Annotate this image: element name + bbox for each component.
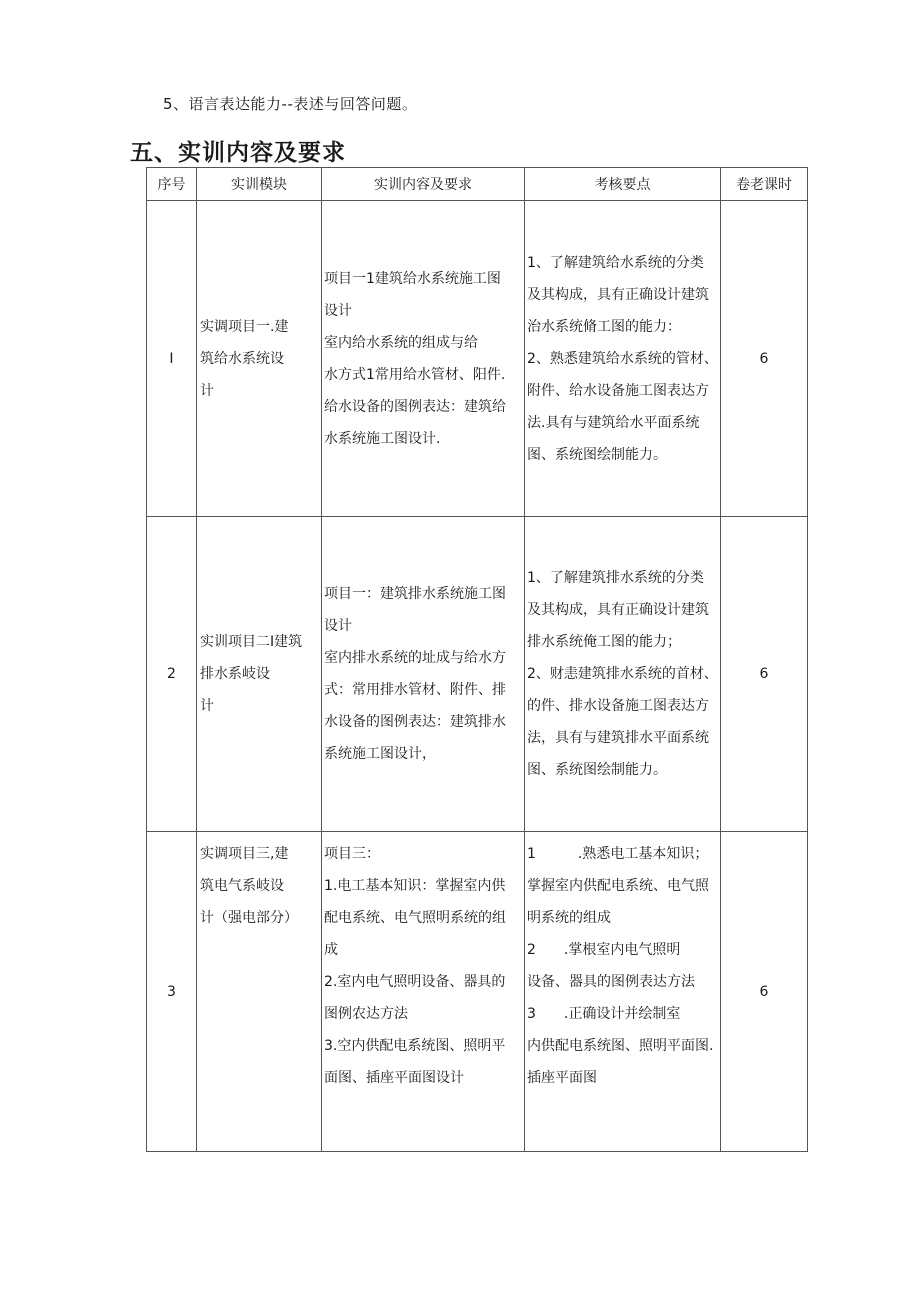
assessment-cell (525, 517, 721, 832)
assessment-line: 及其构成，具有正确设计建筑 (527, 286, 709, 303)
assessment-line: 2、财恚建筑排水系统的首材、 (527, 666, 718, 682)
table-row (147, 517, 808, 832)
header-assessment: 考核要点 (525, 168, 721, 201)
content-cell (322, 832, 525, 1152)
assessment-line: 法，具有与建筑排水平面系统 (527, 730, 709, 746)
content-line: 水系统施工图设计. (324, 430, 441, 447)
module-line: 筑电气系岐设 (200, 878, 284, 894)
assessment-cell (525, 201, 721, 517)
content-line: 设计 (324, 618, 352, 634)
row-number: I (147, 201, 197, 517)
module-line: 实调项目三,建 (200, 846, 289, 862)
module-line: 计 (200, 698, 214, 714)
table-header-row (147, 168, 808, 201)
table-row (147, 832, 808, 1152)
module-line: 计（强电部分） (200, 910, 298, 926)
hours-cell: 6 (721, 201, 808, 517)
module-line: 筑给水系统设 (200, 350, 284, 367)
content-line: 式：常用排水管材、附件、排 (324, 682, 506, 698)
header-hours: 卷老课时 (721, 168, 808, 201)
content-line: 面图、插座平面图设计 (324, 1070, 464, 1086)
content-line: 水设备的图例表达：建筑排水 (324, 714, 506, 730)
module-cell (197, 832, 322, 1152)
assessment-line: 2 .掌根室内电气照明 (527, 942, 681, 958)
assessment-cell (525, 832, 721, 1152)
content-line: 项目三： (324, 846, 380, 862)
content-line: 成 (324, 942, 338, 958)
content-cell (322, 201, 525, 517)
table-row (147, 201, 808, 517)
content-cell (322, 517, 525, 832)
hours-cell: 6 (721, 832, 808, 1152)
module-line: 计 (200, 382, 214, 399)
content-line: 室内排水系统的址成与给水方 (324, 650, 506, 666)
content-line: 系统施工图设计， (324, 746, 436, 762)
content-line: 项目一1建筑给水系统施工图 (324, 270, 501, 287)
assessment-line: 1、了解建筑排水系统的分类 (527, 570, 704, 586)
assessment-line: 的件、排水设备施工图表达方 (527, 698, 709, 714)
header-module: 实训模块 (197, 168, 322, 201)
assessment-line: 设备、器具的图例表达方法 (527, 974, 695, 990)
assessment-line: 3 .正确设计并绘制室 (527, 1006, 681, 1022)
assessment-line: 法.具有与建筑给水平面系统 (527, 414, 700, 431)
training-table (146, 167, 808, 1152)
module-cell (197, 201, 322, 517)
header-content: 实训内容及要求 (322, 168, 525, 201)
assessment-line: 内供配电系统图、照明平面图. (527, 1038, 714, 1054)
assessment-line: 附件、给水设备施工图表达方 (527, 382, 709, 399)
content-line: 项目一：建筑排水系统施工图 (324, 586, 506, 602)
assessment-line: 明系统的组成 (527, 910, 611, 926)
intro-line: 5、语言表达能力--表述与回答问题。 (163, 95, 418, 113)
content-line: 配电系统、电气照明系统的组 (324, 910, 506, 926)
content-line: 图例农达方法 (324, 1006, 408, 1022)
module-line: 实训项目二I建筑 (200, 634, 303, 650)
assessment-line: 1 .熟悉电工基本知识； (527, 846, 709, 862)
module-line: 排水系岐设 (200, 666, 270, 682)
content-line: 室内给水系统的组成与给 (324, 334, 478, 351)
content-line: 水方式1常用给水管材、阳件. (324, 366, 506, 383)
row-number: 3 (147, 832, 197, 1152)
assessment-line: 及其构成，具有正确设计建筑 (527, 602, 709, 618)
content-line: 设计 (324, 302, 352, 319)
assessment-line: 排水系统俺工图的能力； (527, 634, 681, 650)
assessment-line: 掌握室内供配电系统、电气照 (527, 878, 709, 894)
content-line: 3.空内供配电系统图、照明平 (324, 1038, 506, 1054)
assessment-line: 插座平面图 (527, 1070, 597, 1086)
assessment-line: 治水系统脩工图的能力： (527, 318, 681, 335)
assessment-line: 图、系统图绘制能力。 (527, 762, 667, 778)
module-line: 实调项目一.建 (200, 318, 289, 335)
content-line: 2.室内电气照明设备、器具的 (324, 974, 506, 990)
assessment-line: 2、熟悉建筑给水系统的管材、 (527, 350, 718, 367)
section-title: 五、实训内容及要求 (130, 140, 346, 166)
header-seq: 序号 (147, 168, 197, 201)
module-cell (197, 517, 322, 832)
content-line: 给水设备的图例表达：建筑给 (324, 398, 506, 415)
hours-cell: 6 (721, 517, 808, 832)
content-line: 1.电工基本知识：掌握室内供 (324, 878, 506, 894)
row-number: 2 (147, 517, 197, 832)
assessment-line: 1、了解建筑给水系统的分类 (527, 254, 704, 271)
assessment-line: 图、系统图绘制能力。 (527, 446, 667, 463)
